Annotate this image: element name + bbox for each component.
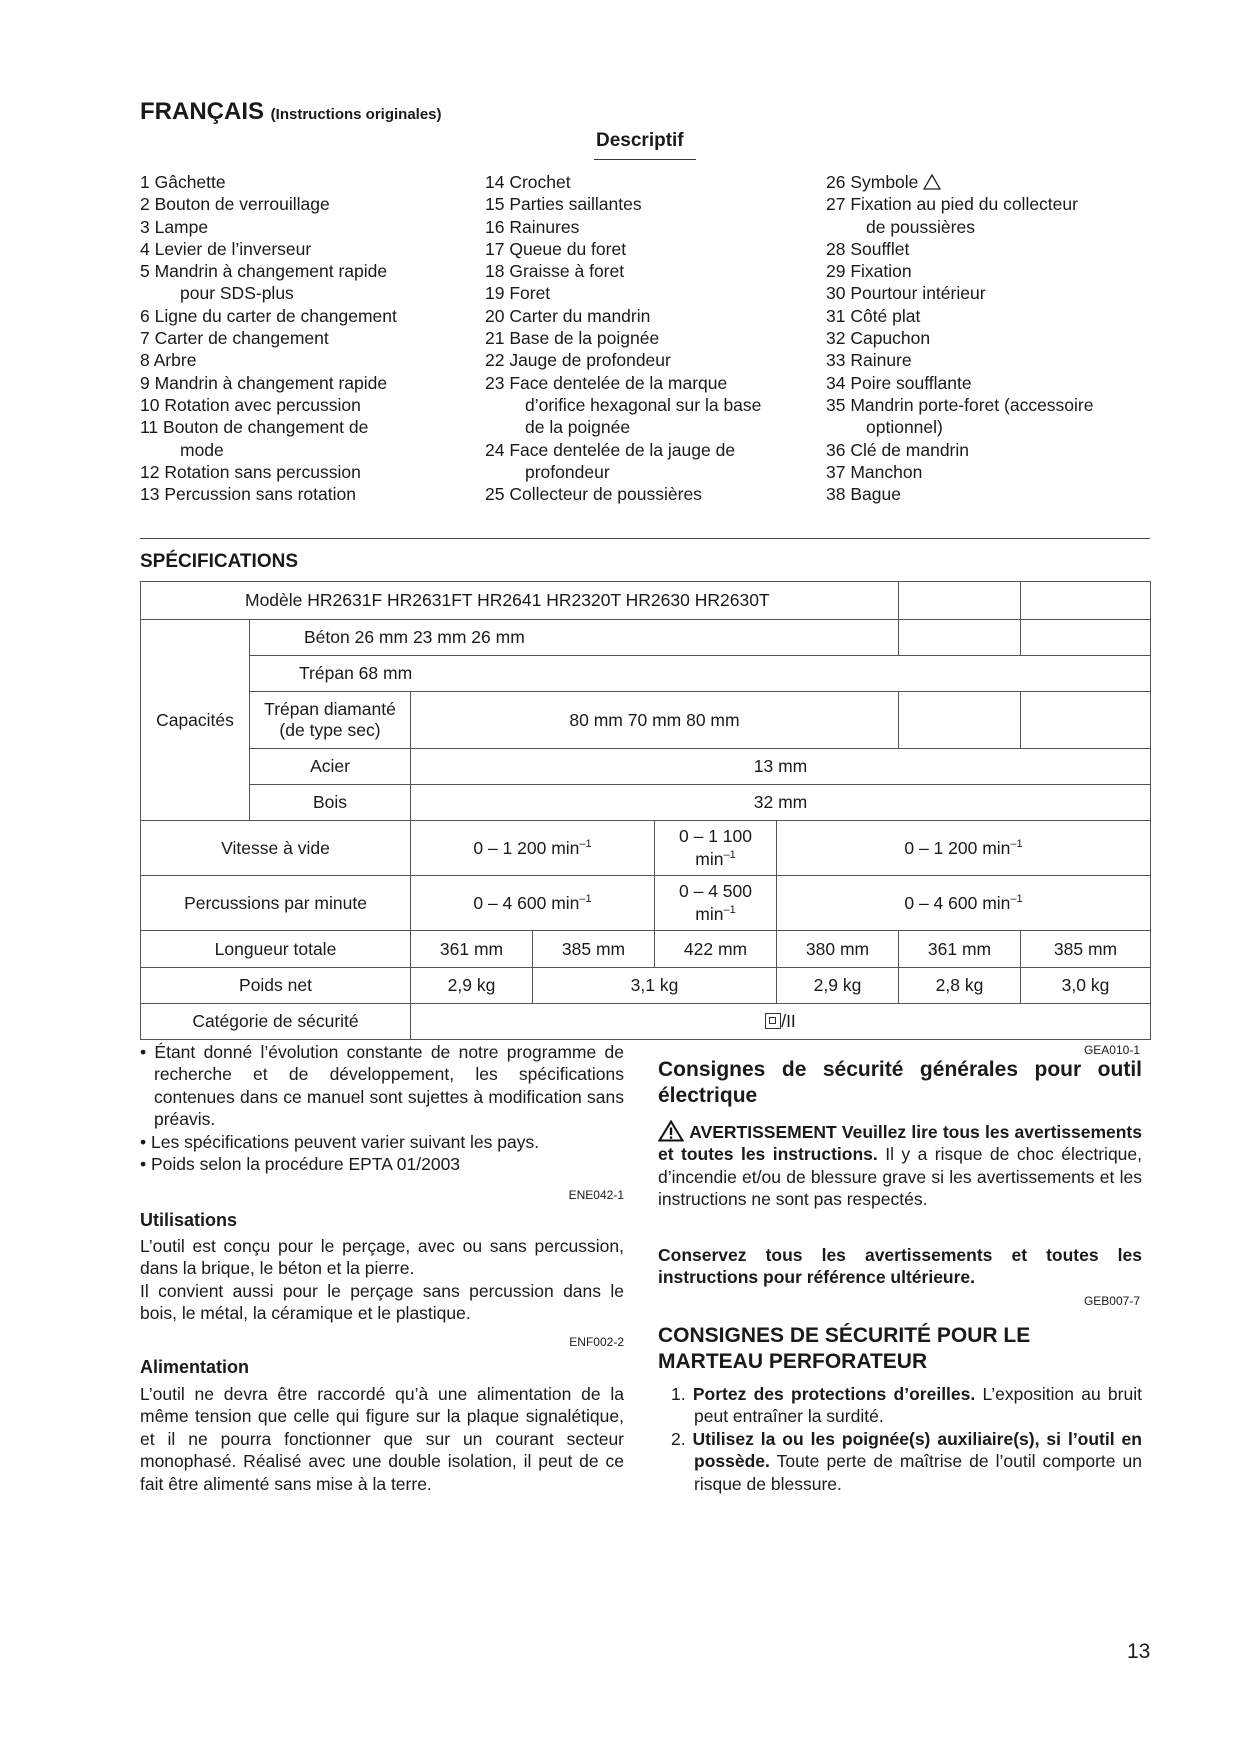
keep-instructions-text: Conservez tous les avertissements et toutes les instructions pour référence ultérieure. — [658, 1245, 1142, 1288]
legend-item: 4 Levier de l’inverseur — [140, 238, 312, 259]
legend-item: 11 Bouton de changement de — [140, 417, 369, 438]
legend-item: 1 Gâchette — [140, 172, 226, 192]
table-row — [141, 692, 1151, 749]
table-cell — [1021, 692, 1151, 749]
doc-code: GEB007-7 — [1083, 1294, 1140, 1308]
categorie-label: Catégorie de sécurité — [141, 1004, 411, 1040]
language-title: FRANÇAIS — [140, 98, 264, 125]
legend-item: 37 Manchon — [826, 461, 923, 482]
section-divider — [140, 538, 1150, 539]
table-row — [141, 582, 1151, 620]
table-row — [141, 785, 1151, 821]
descriptif-heading: Descriptif — [596, 130, 684, 151]
percussions-label: Percussions par minute — [141, 876, 411, 931]
page-title — [140, 98, 442, 126]
note-item: • Les spécifications peuvent varier suivant les pays. — [140, 1131, 540, 1152]
table-cell — [1021, 582, 1151, 620]
legend-item: de poussières — [866, 216, 975, 237]
poids-value: 2,8 kg — [899, 968, 1021, 1004]
legend-item: 13 Percussion sans rotation — [140, 484, 356, 505]
bois-label: Bois — [250, 785, 411, 821]
table-row — [141, 620, 1151, 656]
spec-notes — [140, 1041, 624, 1175]
capacities-label: Capacités — [141, 620, 250, 821]
legend-item-symbol: 26 Symbole — [826, 171, 1093, 193]
doc-code: ENE042-1 — [568, 1188, 624, 1202]
legend-item: 5 Mandrin à changement rapide — [140, 261, 388, 282]
legend-item: profondeur — [525, 461, 610, 482]
acier-label: Acier — [250, 749, 411, 785]
poids-value: 3,1 kg — [533, 968, 777, 1004]
legend-column-1 — [140, 171, 397, 505]
double-insulation-icon — [765, 1013, 781, 1029]
legend-item: optionnel) — [866, 417, 943, 438]
legend-item: 33 Rainure — [826, 350, 912, 371]
legend-item: d’orifice hexagonal sur la base — [525, 394, 762, 415]
legend-item: 6 Ligne du carter de changement — [140, 305, 397, 326]
legend-item: 15 Parties saillantes — [485, 194, 642, 215]
rule-item: 1. Portez des protections d’oreilles. L’exposition au bruit peut entraîner la surdité. — [671, 1384, 1142, 1427]
legend-item: pour SDS-plus — [180, 283, 294, 304]
trepan-row: Trépan 68 mm — [250, 656, 1151, 692]
table-row — [141, 876, 1151, 931]
trepan-diamant-label: Trépan diamanté (de type sec) — [250, 692, 411, 749]
legend-item: 34 Poire soufflante — [826, 372, 972, 393]
legend-item: mode — [180, 439, 224, 460]
heading-underline — [594, 159, 696, 160]
vitesse-value-c: 0 – 1 200 $\min^{-1}$ — [777, 821, 1151, 876]
legend-item: 18 Graisse à foret — [485, 261, 625, 282]
doc-code: ENF002-2 — [569, 1335, 624, 1349]
legend-item: 21 Base de la poignée — [485, 328, 660, 349]
language-subtitle: (Instructions originales) — [270, 106, 442, 123]
longueur-value: 422 mm — [655, 931, 777, 968]
poids-value: 2,9 kg — [777, 968, 899, 1004]
legend-item: 22 Jauge de profondeur — [485, 350, 671, 371]
longueur-value: 361 mm — [899, 931, 1021, 968]
legend-item: 14 Crochet — [485, 172, 571, 192]
poids-value: 3,0 kg — [1021, 968, 1151, 1004]
specifications-table — [140, 581, 1151, 1040]
utilisations-text: L’outil est conçu pour le perçage, avec ou sans percussion, dans la brique, le béton et la pierre. Il convient aussi pour le perçage sans percussion dans le bois, le métal, la céramique et le plastique. — [140, 1236, 624, 1324]
beton-row: Béton 26 mm 23 mm 26 mm — [250, 620, 899, 656]
table-row — [141, 821, 1151, 876]
table-cell — [899, 692, 1021, 749]
legend-item: 29 Fixation — [826, 261, 912, 282]
vitesse-label: Vitesse à vide — [141, 821, 411, 876]
note-item: • Poids selon la procédure EPTA 01/2003 — [140, 1154, 461, 1175]
legend-column-3 — [826, 171, 1093, 505]
legend-item: 8 Arbre — [140, 350, 197, 371]
specifications-heading: SPÉCIFICATIONS — [140, 551, 298, 572]
warning-triangle-icon — [658, 1120, 684, 1142]
legend-item: 28 Soufflet — [826, 238, 910, 259]
table-row — [141, 1004, 1151, 1040]
legend-item: 25 Collecteur de poussières — [485, 484, 702, 505]
model-row: Modèle HR2631F HR2631FT HR2641 HR2320T HR2630 HR2630T — [141, 582, 899, 620]
rule-item: 2. Utilisez la ou les poignée(s) auxiliaire(s), si l’outil en possède. Toute perte de maîtrise de l’outil comporte un risque de blessure. — [671, 1428, 1142, 1494]
legend-item: 38 Bague — [826, 484, 901, 505]
note-item: • Étant donné l’évolution constante de notre programme de recherche et de développement, les spécifications contenues dans ce manuel sont sujettes à modification sans préavis. — [140, 1042, 624, 1130]
warning-triangle-outline-icon — [923, 174, 941, 190]
doc-code: GEA010-1 — [1083, 1043, 1140, 1057]
legend-item: 23 Face dentelée de la marque — [485, 372, 728, 393]
legend-item: 2 Bouton de verrouillage — [140, 194, 330, 215]
table-row — [141, 968, 1151, 1004]
categorie-value: /II — [411, 1004, 1151, 1040]
legend-item: 3 Lampe — [140, 216, 209, 237]
table-cell — [899, 620, 1021, 656]
utilisations-heading: Utilisations — [140, 1210, 238, 1230]
percussions-value-a: 0 – 4 600 $\min^{-1}$ — [411, 876, 655, 931]
alimentation-heading: Alimentation — [140, 1357, 250, 1377]
legend-item: 24 Face dentelée de la jauge de — [485, 439, 736, 460]
legend-item: 17 Queue du foret — [485, 238, 627, 259]
legend-item: 31 Côté plat — [826, 305, 921, 326]
vitesse-value-b: 0 – 1 100 $\min^{-1}$ — [655, 821, 777, 876]
legend-item: 9 Mandrin à changement rapide — [140, 372, 388, 393]
legend-item: 12 Rotation sans percussion — [140, 461, 361, 482]
table-row — [141, 931, 1151, 968]
legend-item: 7 Carter de changement — [140, 328, 329, 349]
legend-item: 10 Rotation avec percussion — [140, 394, 361, 415]
hammer-safety-heading: CONSIGNES DE SÉCURITÉ POUR LE MARTEAU PERFORATEUR — [658, 1324, 1031, 1373]
acier-value: 13 mm — [411, 749, 1151, 785]
legend-item: de la poignée — [525, 417, 631, 438]
longueur-value: 385 mm — [533, 931, 655, 968]
percussions-value-b: 0 – 4 500 $\min^{-1}$ — [655, 876, 777, 931]
longueur-value: 361 mm — [411, 931, 533, 968]
longueur-value: 385 mm — [1021, 931, 1151, 968]
legend-item: 19 Foret — [485, 283, 551, 304]
alimentation-text: L’outil ne devra être raccordé qu’à une alimentation de la même tension que celle qui figure sur la plaque signalétique, et il ne pourra fonctionner que sur un courant secteur monophasé. Réalisé avec une double isolation, il peut de ce fait être alimenté sans mise à la terre. — [140, 1384, 624, 1494]
table-row — [141, 656, 1151, 692]
trepan-diamant-value: 80 mm 70 mm 80 mm — [411, 692, 899, 749]
bois-value: 32 mm — [411, 785, 1151, 821]
legend-column-2 — [485, 171, 761, 505]
legend-item: 36 Clé de mandrin — [826, 439, 969, 460]
poids-label: Poids net — [141, 968, 411, 1004]
vitesse-value-a: 0 – 1 200 $\min^{-1}$ — [411, 821, 655, 876]
general-safety-heading: Consignes de sécurité générales pour outil électrique — [658, 1058, 1142, 1107]
table-row — [141, 749, 1151, 785]
warning-paragraph: AVERTISSEMENT Veuillez lire tous les avertissements et toutes les instructions. Il y a risque de choc électrique, d’incendie et/ou de blessure grave si les avertissements et les instructions ne sont pas respectés. — [658, 1122, 1143, 1210]
longueur-label: Longueur totale — [141, 931, 411, 968]
legend-item: 16 Rainures — [485, 216, 580, 237]
legend-item: 32 Capuchon — [826, 328, 931, 349]
table-cell — [1021, 620, 1151, 656]
legend-item: 35 Mandrin porte-foret (accessoire — [826, 394, 1094, 415]
poids-value: 2,9 kg — [411, 968, 533, 1004]
percussions-value-c: 0 – 4 600 $\min^{-1}$ — [777, 876, 1151, 931]
longueur-value: 380 mm — [777, 931, 899, 968]
legend-item: 20 Carter du mandrin — [485, 305, 651, 326]
hammer-rules — [658, 1383, 1142, 1495]
legend-item: 30 Pourtour intérieur — [826, 283, 986, 304]
legend-item: 27 Fixation au pied du collecteur — [826, 194, 1078, 215]
page-number: 13 — [1127, 1640, 1151, 1663]
table-cell — [899, 582, 1021, 620]
